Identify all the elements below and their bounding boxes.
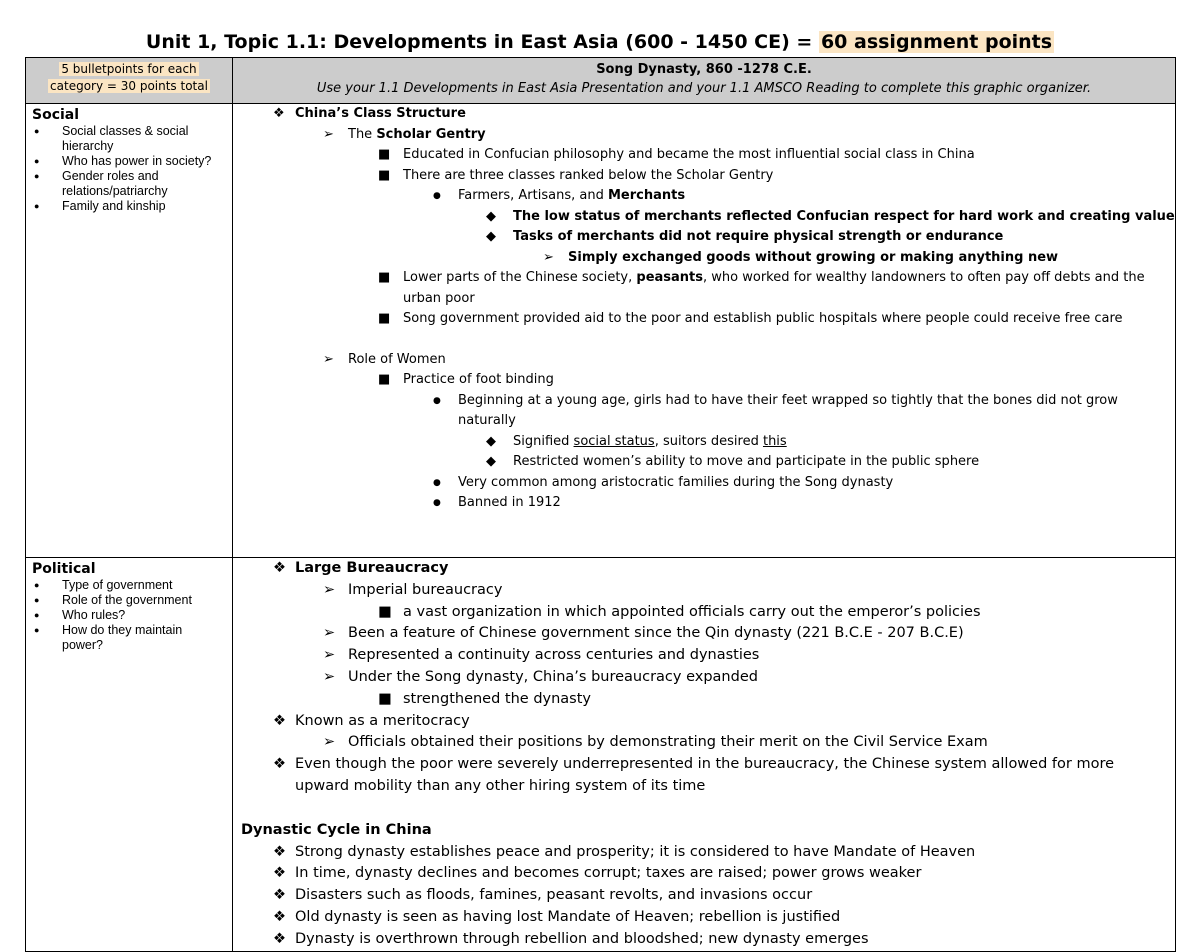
square-bullet-icon: ■ bbox=[378, 311, 391, 326]
arrow-bullet-icon: ➢ bbox=[323, 734, 336, 751]
diamond-bullet-icon: ❖ bbox=[273, 865, 286, 882]
diamond-bullet-icon: ◆ bbox=[486, 208, 496, 224]
diamond-bullet-icon: ◆ bbox=[486, 454, 496, 469]
social-note-line: ● Beginning at a young age, girls had to have their feet wrapped so tightly that the bones did not grow naturally bbox=[433, 392, 1118, 428]
header-instructions: Use your 1.1 Developments in East Asia Presentation and your 1.1 AMSCO Reading to complete this graphic organizer. bbox=[316, 81, 1092, 96]
social-category-title: Social bbox=[32, 107, 80, 123]
social-note-line: ■ Educated in Confucian philosophy and became the most influential social class in China bbox=[233, 145, 1175, 166]
square-bullet-icon: ■ bbox=[378, 372, 391, 387]
political-note-line: ➢ Imperial bureaucracy bbox=[233, 580, 1175, 602]
social-prompt: ● Gender roles and relations/patriarchy bbox=[32, 169, 226, 199]
title-main: Unit 1, Topic 1.1: Developments in East Asia (600 - 1450 CE) = bbox=[145, 31, 813, 53]
diamond-bullet-icon: ❖ bbox=[273, 756, 286, 773]
political-prompt: ● Type of government bbox=[32, 578, 226, 593]
diamond-bullet-icon: ❖ bbox=[273, 712, 286, 729]
diamond-bullet-icon: ❖ bbox=[273, 560, 286, 576]
title-points-highlight: 60 assignment points bbox=[820, 31, 1053, 53]
social-note-line: ➢ The Scholar Gentry bbox=[233, 125, 1175, 146]
political-prompt: ● Who rules? bbox=[32, 608, 226, 623]
diamond-bullet-icon: ◆ bbox=[486, 433, 496, 449]
diamond-bullet-icon: ❖ bbox=[273, 106, 285, 121]
political-note-line: ➢ Been a feature of Chinese government since the Qin dynasty (221 B.C.E - 207 B.C.E) bbox=[233, 623, 1175, 645]
social-prompt: ● Family and kinship bbox=[32, 199, 226, 214]
social-note-line: ● Banned in 1912 bbox=[233, 493, 1175, 514]
dot-bullet-icon: ● bbox=[433, 191, 441, 201]
social-prompt-list bbox=[32, 124, 226, 214]
arrow-bullet-icon: ➢ bbox=[323, 647, 336, 664]
dot-bullet-icon: ● bbox=[433, 498, 441, 508]
social-note-line: ■ Song government provided aid to the poor and establish public hospitals where people could receive free care bbox=[233, 309, 1175, 330]
social-note-line: ◆ Signified social status, suitors desired this bbox=[233, 432, 1175, 453]
social-row bbox=[26, 104, 1176, 558]
dot-bullet-icon: ● bbox=[433, 477, 441, 488]
social-note-line: ❖ China’s Class Structure bbox=[233, 104, 1175, 125]
spacer bbox=[233, 798, 1175, 820]
political-prompt: ● How do they maintain power? bbox=[32, 623, 226, 653]
social-note-line: ◆ Tasks of merchants did not require physical strength or endurance bbox=[233, 227, 1175, 248]
dynastic-cycle-title: Dynastic Cycle in China bbox=[241, 821, 432, 838]
political-prompt-list bbox=[32, 578, 226, 653]
arrow-bullet-icon: ➢ bbox=[323, 581, 336, 598]
social-note-line: ◆ The low status of merchants reflected Confucian respect for hard work and creating value bbox=[233, 207, 1175, 228]
header-points-line1: 5 bulletpoints for each bbox=[61, 62, 197, 76]
political-note-line: ■ a vast organization in which appointed officials carry out the emperor’s policies bbox=[233, 602, 1175, 624]
square-bullet-icon: ■ bbox=[378, 147, 391, 162]
square-bullet-icon: ■ bbox=[378, 603, 392, 620]
social-note-line: ■ Lower parts of the Chinese society, peasants, who worked for wealthy landowners to often pay off debts and the urban poor bbox=[378, 270, 1145, 306]
header-points-line2: category = 30 points total bbox=[50, 79, 208, 93]
political-note-line: ❖ Even though the poor were severely underrepresented in the bureaucracy, the Chinese system allowed for more upward mobility than any other hiring system of its time bbox=[273, 756, 1115, 794]
social-note-line: ➢ Role of Women bbox=[233, 350, 1175, 371]
header-row bbox=[26, 58, 1176, 104]
political-note-line: ❖ Large Bureaucracy bbox=[233, 558, 1175, 580]
diamond-bullet-icon: ❖ bbox=[273, 887, 286, 904]
arrow-bullet-icon: ➢ bbox=[323, 668, 336, 685]
dynastic-cycle-line: ❖ Disasters such as floods, famines, peasant revolts, and invasions occur bbox=[233, 885, 1175, 907]
diamond-bullet-icon: ❖ bbox=[273, 930, 286, 947]
dot-bullet-icon: ● bbox=[433, 395, 441, 406]
social-note-line: ■ There are three classes ranked below the Scholar Gentry bbox=[233, 166, 1175, 187]
social-note-line: ◆ Restricted women’s ability to move and participate in the public sphere bbox=[233, 452, 1175, 473]
political-category-cell bbox=[26, 558, 233, 952]
social-note-line: ● Very common among aristocratic families during the Song dynasty bbox=[233, 473, 1175, 494]
social-note-line: ➢ Simply exchanged goods without growing or making anything new bbox=[233, 248, 1175, 269]
diamond-bullet-icon: ❖ bbox=[273, 908, 286, 925]
arrow-bullet-icon: ➢ bbox=[323, 351, 334, 367]
square-bullet-icon: ■ bbox=[378, 270, 391, 285]
dynastic-cycle-line: ❖ Strong dynasty establishes peace and prosperity; it is considered to have Mandate of Heaven bbox=[233, 842, 1175, 864]
arrow-bullet-icon: ➢ bbox=[323, 126, 334, 142]
political-row bbox=[26, 558, 1176, 952]
political-note-line: ➢ Officials obtained their positions by demonstrating their merit on the Civil Service Exam bbox=[233, 732, 1175, 754]
header-topic-cell bbox=[233, 58, 1176, 104]
social-category-cell bbox=[26, 104, 233, 558]
political-note-line: ➢ Under the Song dynasty, China’s bureaucracy expanded bbox=[233, 667, 1175, 689]
political-notes-cell bbox=[233, 558, 1176, 952]
political-note-line: ❖ Known as a meritocracy bbox=[233, 711, 1175, 733]
political-note-line: ➢ Represented a continuity across centuries and dynasties bbox=[233, 645, 1175, 667]
political-note-line: ■ strengthened the dynasty bbox=[233, 689, 1175, 711]
header-song-dynasty: Song Dynasty, 860 -1278 C.E. bbox=[596, 62, 812, 77]
diamond-bullet-icon: ◆ bbox=[486, 229, 496, 244]
social-notes-cell bbox=[233, 104, 1176, 558]
header-points-cell bbox=[26, 58, 233, 104]
social-prompt: ● Social classes & social hierarchy bbox=[32, 124, 226, 154]
dynastic-cycle-line: ❖ In time, dynasty declines and becomes corrupt; taxes are raised; power grows weaker bbox=[233, 863, 1175, 885]
political-prompt: ● Role of the government bbox=[32, 593, 226, 608]
social-prompt: ● Who has power in society? bbox=[32, 154, 226, 169]
square-bullet-icon: ■ bbox=[378, 167, 391, 183]
square-bullet-icon: ■ bbox=[378, 690, 392, 707]
social-note-line: ■ Practice of foot binding bbox=[233, 370, 1175, 391]
spacer bbox=[233, 330, 1175, 350]
political-category-title: Political bbox=[32, 561, 96, 577]
dynastic-cycle-line: ❖ Dynasty is overthrown through rebellion and bloodshed; new dynasty emerges bbox=[233, 929, 1175, 951]
diamond-bullet-icon: ❖ bbox=[273, 843, 286, 860]
dynastic-cycle-line: ❖ Old dynasty is seen as having lost Mandate of Heaven; rebellion is justified bbox=[233, 907, 1175, 929]
page-title bbox=[0, 30, 1200, 55]
arrow-bullet-icon: ➢ bbox=[323, 625, 336, 642]
social-note-line: ● Farmers, Artisans, and Merchants bbox=[233, 186, 1175, 207]
arrow-bullet-icon: ➢ bbox=[543, 249, 554, 265]
graphic-organizer-table bbox=[25, 57, 1176, 952]
